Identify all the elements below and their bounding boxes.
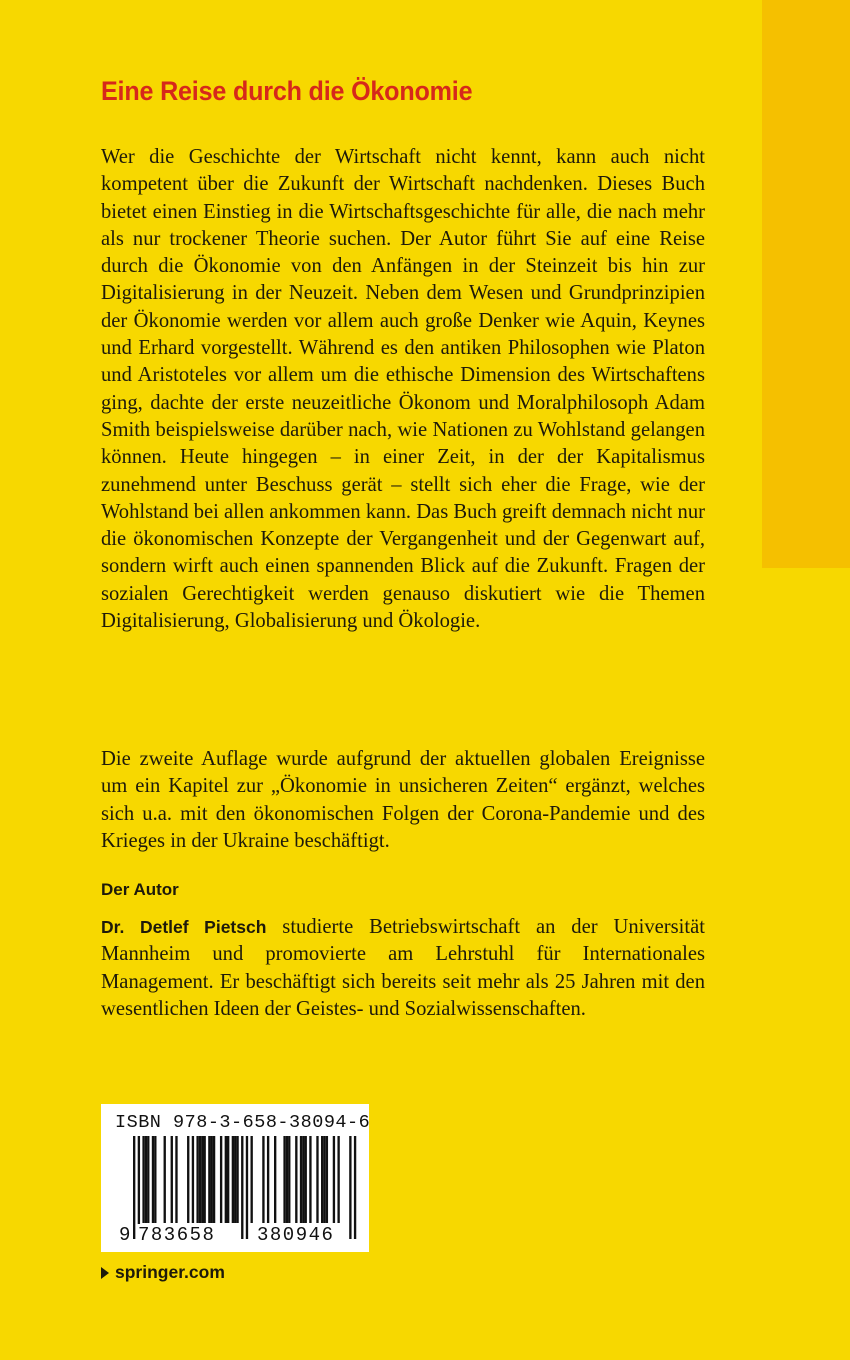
barcode-bar (142, 1136, 144, 1223)
barcode-bar (337, 1136, 339, 1223)
author-bio-paragraph (101, 914, 705, 1023)
barcode-bar (154, 1136, 156, 1223)
barcode-bar (262, 1136, 264, 1223)
isbn-barcode (101, 1104, 369, 1252)
barcode-bar (251, 1136, 253, 1223)
barcode-bar (302, 1136, 304, 1223)
barcode-bar (288, 1136, 290, 1223)
arrow-right-icon (101, 1267, 109, 1279)
barcode-bar (283, 1136, 285, 1223)
isbn-label: ISBN 978-3-658-38094-6 (115, 1112, 371, 1133)
barcode-bar (295, 1136, 297, 1223)
barcode-bar (274, 1136, 276, 1223)
author-name: Dr. Detlef Pietsch (101, 917, 267, 937)
second-edition-paragraph: Die zweite Auflage wurde aufgrund der aktuellen globalen Ereignisse um ein Kapitel zur „Ökonomie in unsicheren Zeiten“ ergänzt, welches sich u.a. mit den ökonomischen Folgen der Corona-Pandemie und des Krieges in der Ukraine beschäftigt. (101, 748, 705, 852)
publisher-link-label: springer.com (115, 1262, 225, 1282)
barcode-bar (208, 1136, 210, 1223)
barcode-bar (326, 1136, 328, 1223)
barcode-bar (236, 1136, 238, 1223)
book-title: Eine Reise durch die Ökonomie (101, 76, 473, 106)
barcode-bar (175, 1136, 177, 1223)
barcode-bar (164, 1136, 166, 1223)
barcode-guard-bar (246, 1136, 248, 1239)
barcode-bar (286, 1136, 288, 1223)
barcode-bar (220, 1136, 222, 1223)
author-bio: studierte Betriebswirtschaft an der Universität Mannheim und promovierte am Lehrstuhl für Internationales Management. Er beschäftigt sich bereits seit mehr als 25 Jahren mit den wesentlichen Ideen der Geistes- und Sozialwissenschaften. (101, 916, 705, 1020)
barcode-bar (147, 1136, 149, 1223)
publisher-link[interactable] (101, 1262, 225, 1283)
barcode-bar (213, 1136, 215, 1223)
barcode-bar (201, 1136, 203, 1223)
barcode-bar (234, 1136, 236, 1223)
barcode-bar (267, 1136, 269, 1223)
barcode-bar (305, 1136, 307, 1223)
barcode-bar (187, 1136, 189, 1223)
barcode-bar (171, 1136, 173, 1223)
description-paragraph: Wer die Geschichte der Wirtschaft nicht kennt, kann auch nicht kompetent über die Zukunft der Wirtschaft nachdenken. Dieses Buch bietet einen Einstieg in die Wirtschaftsgeschichte für alle, die nach mehr als nur trockener Theorie suchen. Der Autor führt Sie auf eine Reise durch die Ökonomie von den Anfängen in der Steinzeit bis hin zur Digitalisierung in der Neuzeit. Neben dem Wesen und Grundprinzipien der Ökonomie werden vor allem auch große Denker wie Aquin, Keynes und Erhard vorgestellt. Während es den antiken Philosophen wie Platon und Aristoteles vor allem um die ethische Dimension des Wirtschaftens ging, dachte der erste neuzeitliche Ökonom und Moralphilosoph Adam Smith beispielsweise darüber nach, wie Nationen zu Wohlstand gelangen können. Heute hingegen – in einer Zeit, in der der Kapitalismus zunehmend unter Beschuss gerät – stellt sich eher die Frage, wie der Wohlstand bei allen ankommen kann. Das Buch greift demnach nicht nur die ökonomischen Konzepte der Vergangenheit und der Gegenwart auf, sondern wirft auch einen spannenden Blick auf die Zukunft. Fragen der sozialen Gerechtigkeit werden genauso diskutiert wie die Themen Digitalisierung, Globalisierung und Ökologie. (101, 146, 705, 633)
barcode-guard-bar (133, 1136, 135, 1239)
barcode-left-digits: 783658 (138, 1224, 216, 1246)
barcode-guard-bar (241, 1136, 243, 1239)
barcode-bar (225, 1136, 227, 1223)
barcode-bar (309, 1136, 311, 1223)
barcode-first-digit: 9 (119, 1224, 132, 1246)
barcode-bar (333, 1136, 335, 1223)
barcode-bar (323, 1136, 325, 1223)
author-heading: Der Autor (101, 880, 179, 899)
barcode-right-digits: 380946 (257, 1224, 335, 1246)
barcode-bar (321, 1136, 323, 1223)
barcode-bar (192, 1136, 194, 1223)
barcode-bar (199, 1136, 201, 1223)
barcode-bar (204, 1136, 206, 1223)
barcode-bar (232, 1136, 234, 1223)
barcode-bar (300, 1136, 302, 1223)
barcode-bar (316, 1136, 318, 1223)
barcode-bar (152, 1136, 154, 1223)
barcode-guard-bar (349, 1136, 351, 1239)
barcode-bar (211, 1136, 213, 1223)
spine-color-band (762, 0, 850, 568)
barcode-bar (196, 1136, 198, 1223)
barcode-bar (227, 1136, 229, 1223)
barcode-guard-bar (354, 1136, 356, 1239)
barcode-bar (145, 1136, 147, 1223)
